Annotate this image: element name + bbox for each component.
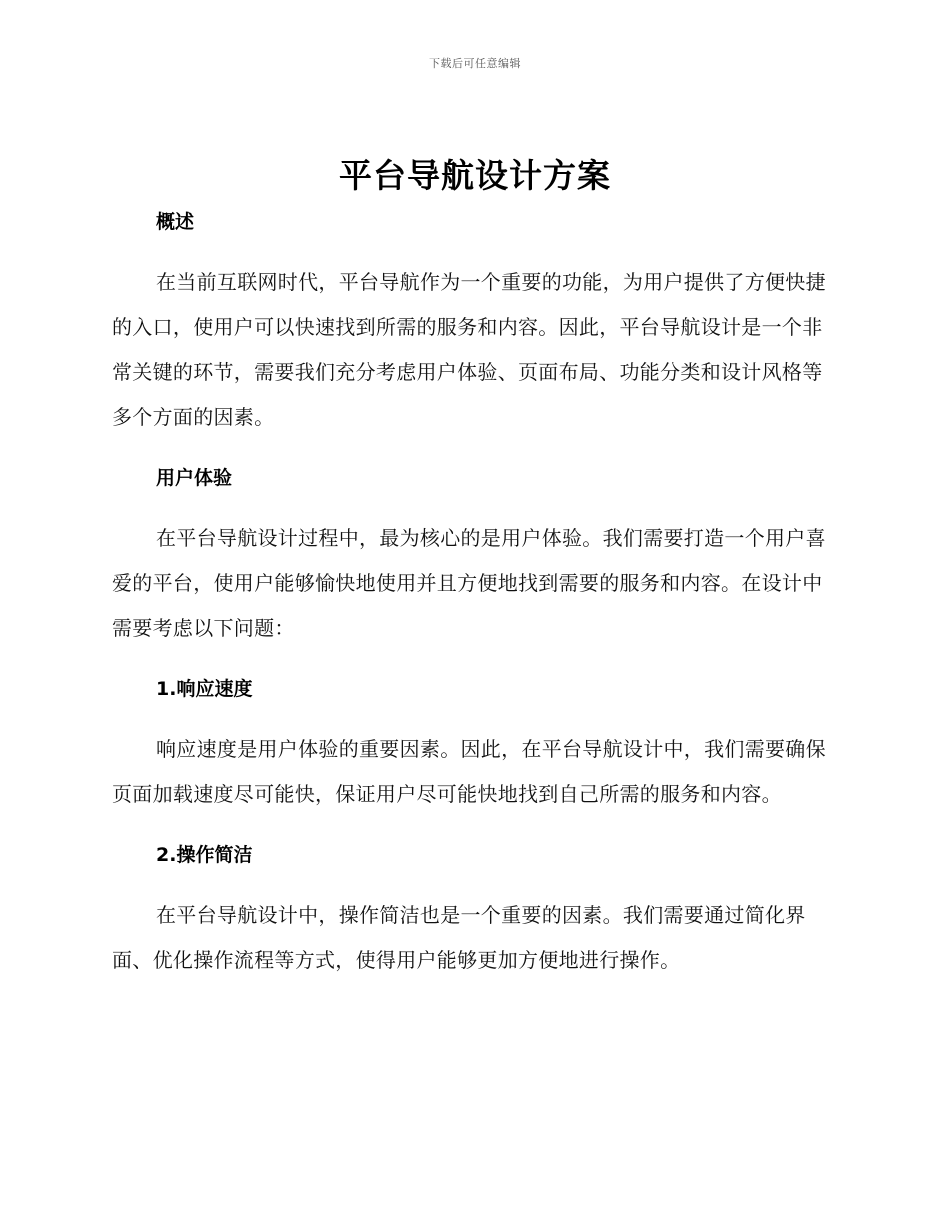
section-heading-simple-operation: 2.操作简洁 [156, 844, 253, 866]
section-heading-overview: 概述 [156, 211, 195, 233]
section-paragraph-overview: 在当前互联网时代，平台导航作为一个重要的功能，为用户提供了方便快捷的入口，使用户可以快速找到所需的服务和内容。因此，平台导航设计是一个非常关键的环节，需要我们充分考虑用户体验、页面布局、功能分类和设计风格等多个方面的因素。 [112, 270, 826, 429]
document-title: 平台导航设计方案 [339, 156, 611, 195]
section-paragraph-user-experience: 在平台导航设计过程中，最为核心的是用户体验。我们需要打造一个用户喜爱的平台，使用户能够愉快地使用并且方便地找到需要的服务和内容。在设计中需要考虑以下问题： [112, 526, 826, 640]
section-paragraph-simple-operation: 在平台导航设计中，操作简洁也是一个重要的因素。我们需要通过简化界面、优化操作流程等方式，使得用户能够更加方便地进行操作。 [112, 903, 806, 972]
document-body [112, 206, 832, 983]
section-heading-user-experience: 用户体验 [156, 467, 233, 489]
section-heading-response-speed: 1.响应速度 [156, 678, 253, 700]
page-header-note: 下载后可任意编辑 [429, 57, 521, 70]
section-paragraph-response-speed: 响应速度是用户体验的重要因素。因此，在平台导航设计中，我们需要确保页面加载速度尽可能快，保证用户尽可能快地找到自己所需的服务和内容。 [112, 737, 826, 806]
